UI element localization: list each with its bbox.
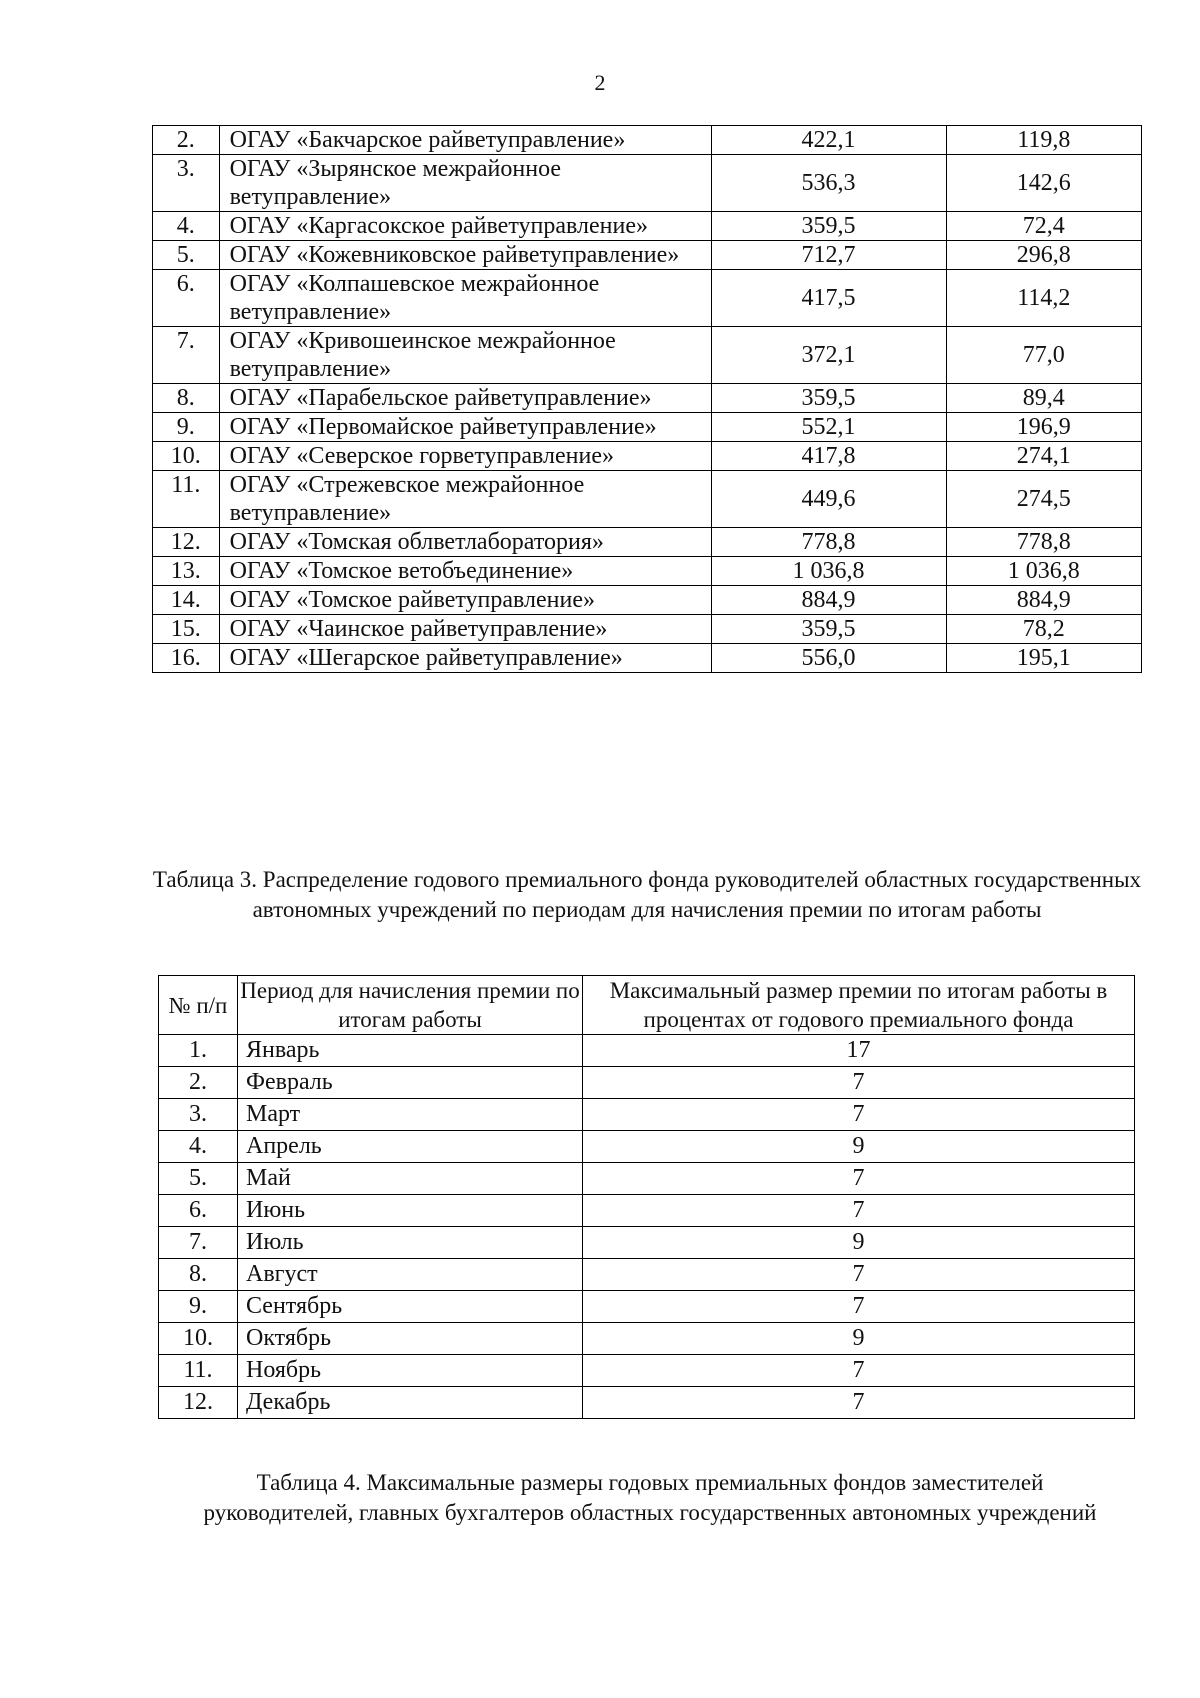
max-bonus-percent: 9 xyxy=(583,1323,1135,1355)
table-row xyxy=(153,528,1142,557)
row-number: 2. xyxy=(153,126,220,155)
table-header-row xyxy=(159,976,1135,1035)
row-number: 4. xyxy=(159,1131,238,1163)
institution-name: ОГАУ «Парабельское райветуправление» xyxy=(219,384,711,413)
period-month: Ноябрь xyxy=(238,1355,583,1387)
row-number: 9. xyxy=(153,413,220,442)
row-number: 6. xyxy=(153,270,220,327)
period-month: Август xyxy=(238,1259,583,1291)
value-col1: 372,1 xyxy=(711,327,946,384)
institution-name: ОГАУ «Чаинское райветуправление» xyxy=(219,615,711,644)
bonus-distribution-table-body xyxy=(159,1035,1135,1419)
value-col2: 296,8 xyxy=(946,241,1141,270)
table-row xyxy=(159,1323,1135,1355)
value-col1: 884,9 xyxy=(711,586,946,615)
table-row xyxy=(159,1259,1135,1291)
max-bonus-percent: 7 xyxy=(583,1387,1135,1419)
value-col2: 884,9 xyxy=(946,586,1141,615)
period-month: Март xyxy=(238,1099,583,1131)
row-number: 3. xyxy=(159,1099,238,1131)
max-bonus-percent: 9 xyxy=(583,1227,1135,1259)
value-col1: 422,1 xyxy=(711,126,946,155)
table-row xyxy=(153,413,1142,442)
value-col2: 119,8 xyxy=(946,126,1141,155)
max-bonus-percent: 7 xyxy=(583,1195,1135,1227)
table-row xyxy=(159,1355,1135,1387)
table-row xyxy=(153,615,1142,644)
period-month: Апрель xyxy=(238,1131,583,1163)
row-number: 14. xyxy=(153,586,220,615)
period-month: Февраль xyxy=(238,1067,583,1099)
row-number: 2. xyxy=(159,1067,238,1099)
value-col2: 72,4 xyxy=(946,212,1141,241)
header-num: № п/п xyxy=(159,976,238,1035)
institution-name: ОГАУ «Стрежевское межрайонное ветуправление» xyxy=(219,471,711,528)
value-col2: 195,1 xyxy=(946,644,1141,673)
institution-name: ОГАУ «Зырянское межрайонное ветуправление» xyxy=(219,155,711,212)
row-number: 6. xyxy=(159,1195,238,1227)
period-month: Октябрь xyxy=(238,1323,583,1355)
table-row xyxy=(159,1131,1135,1163)
max-bonus-percent: 7 xyxy=(583,1099,1135,1131)
row-number: 10. xyxy=(159,1323,238,1355)
value-col1: 536,3 xyxy=(711,155,946,212)
row-number: 12. xyxy=(159,1387,238,1419)
value-col1: 417,5 xyxy=(711,270,946,327)
row-number: 9. xyxy=(159,1291,238,1323)
row-number: 5. xyxy=(159,1163,238,1195)
table-row xyxy=(159,1035,1135,1067)
table-row xyxy=(159,1387,1135,1419)
value-col1: 449,6 xyxy=(711,471,946,528)
table-row xyxy=(159,1227,1135,1259)
row-number: 12. xyxy=(153,528,220,557)
value-col1: 359,5 xyxy=(711,384,946,413)
table-row xyxy=(153,126,1142,155)
row-number: 15. xyxy=(153,615,220,644)
table-row xyxy=(153,212,1142,241)
period-month: Сентябрь xyxy=(238,1291,583,1323)
row-number: 10. xyxy=(153,442,220,471)
bonus-distribution-table xyxy=(158,975,1135,1419)
row-number: 4. xyxy=(153,212,220,241)
row-number: 13. xyxy=(153,557,220,586)
value-col1: 556,0 xyxy=(711,644,946,673)
row-number: 8. xyxy=(153,384,220,413)
table-row xyxy=(153,586,1142,615)
period-month: Май xyxy=(238,1163,583,1195)
max-bonus-percent: 7 xyxy=(583,1163,1135,1195)
vet-institutions-table xyxy=(152,125,1142,673)
row-number: 8. xyxy=(159,1259,238,1291)
table-row xyxy=(153,557,1142,586)
table-row xyxy=(159,1163,1135,1195)
institution-name: ОГАУ «Колпашевское межрайонное ветуправление» xyxy=(219,270,711,327)
institution-name: ОГАУ «Томское райветуправление» xyxy=(219,586,711,615)
institution-name: ОГАУ «Каргасокское райветуправление» xyxy=(219,212,711,241)
table-row xyxy=(159,1291,1135,1323)
table-row xyxy=(153,327,1142,384)
institution-name: ОГАУ «Первомайское райветуправление» xyxy=(219,413,711,442)
value-col1: 712,7 xyxy=(711,241,946,270)
period-month: Июль xyxy=(238,1227,583,1259)
period-month: Декабрь xyxy=(238,1387,583,1419)
table-row xyxy=(153,442,1142,471)
institution-name: ОГАУ «Шегарское райветуправление» xyxy=(219,644,711,673)
institution-name: ОГАУ «Кривошеинское межрайонное ветуправление» xyxy=(219,327,711,384)
value-col1: 417,8 xyxy=(711,442,946,471)
value-col1: 552,1 xyxy=(711,413,946,442)
max-bonus-percent: 7 xyxy=(583,1259,1135,1291)
value-col2: 142,6 xyxy=(946,155,1141,212)
table-row xyxy=(153,644,1142,673)
value-col2: 274,1 xyxy=(946,442,1141,471)
value-col2: 78,2 xyxy=(946,615,1141,644)
value-col2: 274,5 xyxy=(946,471,1141,528)
value-col2: 1 036,8 xyxy=(946,557,1141,586)
institution-name: ОГАУ «Бакчарское райветуправление» xyxy=(219,126,711,155)
table-row xyxy=(153,471,1142,528)
table-row xyxy=(159,1099,1135,1131)
table-row xyxy=(153,384,1142,413)
value-col1: 359,5 xyxy=(711,212,946,241)
period-month: Июнь xyxy=(238,1195,583,1227)
table-row xyxy=(159,1195,1135,1227)
max-bonus-percent: 9 xyxy=(583,1131,1135,1163)
table-row xyxy=(153,155,1142,212)
institution-name: ОГАУ «Северское горветуправление» xyxy=(219,442,711,471)
period-month: Январь xyxy=(238,1035,583,1067)
row-number: 7. xyxy=(159,1227,238,1259)
value-col2: 114,2 xyxy=(946,270,1141,327)
row-number: 16. xyxy=(153,644,220,673)
table-row xyxy=(153,241,1142,270)
row-number: 1. xyxy=(159,1035,238,1067)
row-number: 3. xyxy=(153,155,220,212)
value-col2: 196,9 xyxy=(946,413,1141,442)
max-bonus-percent: 7 xyxy=(583,1291,1135,1323)
institution-name: ОГАУ «Томское ветобъединение» xyxy=(219,557,711,586)
value-col1: 1 036,8 xyxy=(711,557,946,586)
row-number: 11. xyxy=(159,1355,238,1387)
table4-caption: Таблица 4. Максимальные размеры годовых премиальных фондов заместителей руководителей, главных бухгалтеров областных государственных автономных учреждений xyxy=(203,1470,1097,1525)
page-number: 2 xyxy=(594,70,606,95)
header-max-bonus: Максимальный размер премии по итогам работы в процентах от годового премиального фонда xyxy=(583,976,1135,1035)
table-row xyxy=(159,1067,1135,1099)
value-col1: 359,5 xyxy=(711,615,946,644)
table-row xyxy=(153,270,1142,327)
row-number: 5. xyxy=(153,241,220,270)
max-bonus-percent: 7 xyxy=(583,1067,1135,1099)
value-col2: 89,4 xyxy=(946,384,1141,413)
institution-name: ОГАУ «Кожевниковское райветуправление» xyxy=(219,241,711,270)
header-period: Период для начисления премии по итогам работы xyxy=(238,976,583,1035)
value-col1: 778,8 xyxy=(711,528,946,557)
row-number: 11. xyxy=(153,471,220,528)
value-col2: 77,0 xyxy=(946,327,1141,384)
max-bonus-percent: 7 xyxy=(583,1355,1135,1387)
vet-institutions-table-body xyxy=(153,126,1142,673)
institution-name: ОГАУ «Томская облветлаборатория» xyxy=(219,528,711,557)
value-col2: 778,8 xyxy=(946,528,1141,557)
max-bonus-percent: 17 xyxy=(583,1035,1135,1067)
row-number: 7. xyxy=(153,327,220,384)
table3-caption: Таблица 3. Распределение годового премиального фонда руководителей областных государственных автономных учреждений по периодам для начисления премии по итогам работы xyxy=(152,867,1142,922)
